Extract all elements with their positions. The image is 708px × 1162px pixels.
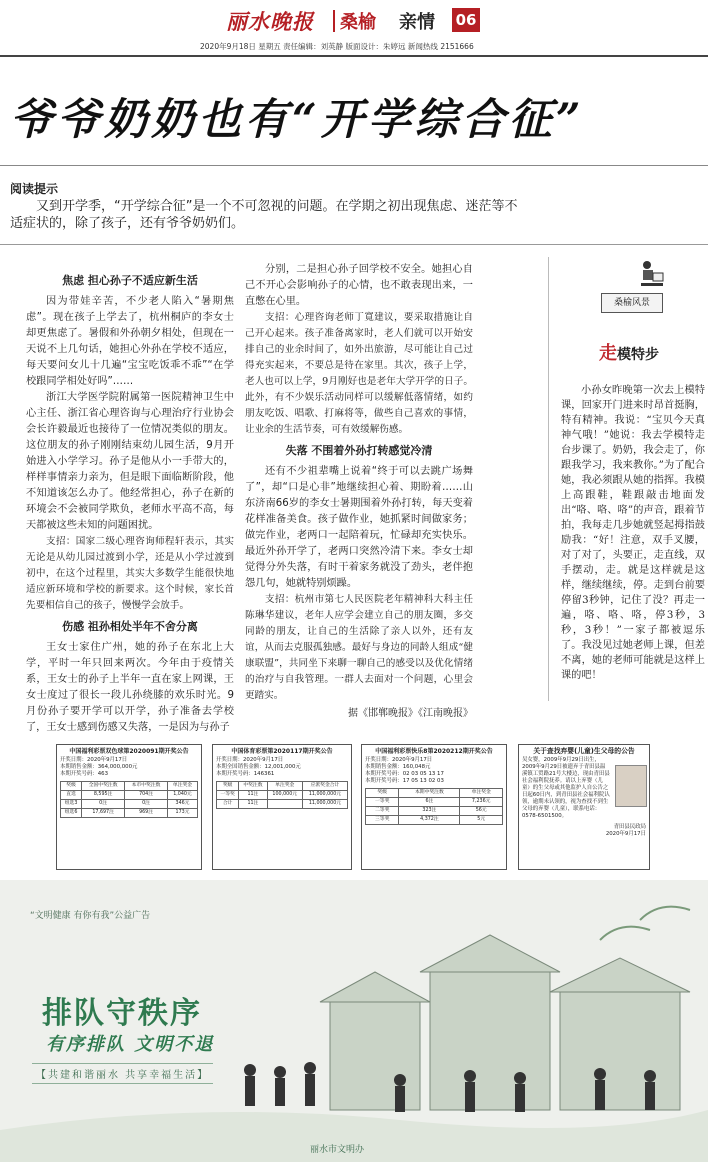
masthead-divider	[333, 10, 335, 32]
section-heading: 伤感 祖孙相处半年不舍分离	[62, 620, 198, 633]
lead-title: 阅读提示	[10, 182, 59, 196]
notice-line: 开奖日期：2020年9月17日	[216, 757, 284, 763]
notice-header-cell: 奖级	[217, 782, 239, 791]
notices-row	[56, 744, 696, 870]
notice-table	[60, 781, 198, 818]
top-rule	[0, 55, 708, 57]
notice-line: 本期开奖号码：02 03 05 13 17	[365, 771, 444, 777]
notice-header-cell: 单注奖金	[460, 789, 503, 798]
masthead	[226, 6, 478, 36]
sidebar-title	[599, 339, 659, 365]
notice-line: 本期开奖号码：146361	[216, 771, 275, 777]
advice-paragraph: 支招：心理咨询老师丁寬建议，要采取措施让自己开心起来。孩子准备离家时，老人们就可以开始安排自己的业余时间了，如外出旅游，尽可能让自己过得充实起来，不要总是待在家里。其次，孩子上学，老人也可以上学，9月刚好也是老年大学开学的日子。此外，有不少娱乐活动同样可以缓解低落情绪，如约朋友吃饭、唱歌、打麻将等，做些自己喜欢的事情，让业余的生活节奏，可有效缓解伤感。	[245, 312, 473, 435]
notice-header-cell: 奖级	[61, 782, 82, 791]
notice-cell: 6注	[399, 798, 460, 807]
notice-box	[518, 744, 650, 870]
notice-cell: 11,000,000元	[302, 800, 347, 809]
notice-box	[212, 744, 352, 870]
sidebar-title-big: 走	[599, 343, 617, 364]
notice-header-cell: 单注奖金	[168, 782, 198, 791]
body-paragraph: 分别，二是担心孙子回学校不安全。她担心自己不开心会影响孙子的心情，也不敢表现出来，一直憋在心里。	[245, 264, 473, 307]
notice-cell: 组选6	[61, 809, 82, 818]
headline-rule	[0, 165, 708, 166]
notice-row	[61, 809, 198, 818]
notice-header-cell: 本期中奖注数	[399, 789, 460, 798]
notice-row	[217, 800, 348, 809]
notice-cell: 704注	[125, 791, 168, 800]
notice-table	[216, 781, 348, 809]
notice-line: 开奖日期：2020年9月17日	[60, 757, 128, 763]
advice-paragraph: 支招：国家二级心理咨询师程轩表示，其实无论是从幼儿园过渡到小学，还是从小学过渡到初中，在这个过程里，其实大多数学生能很快地适应新环境和学校的新要求。这个时候，家长首先要相信自己的孩子，慢慢学会放手。	[26, 536, 234, 611]
issue-info-line: 2020年9月18日 星期五 责任编辑：刘英静 版面设计：朱婷远 新闻热线 2151666	[200, 42, 474, 51]
notice-header-cell: 本市中奖注数	[125, 782, 168, 791]
notice-cell: 直选	[61, 791, 82, 800]
body-paragraph: 还有不少祖辈嘴上说着“终于可以去跳广场舞了”，却“口是心非”地继续担心着、期盼着……山东济南66岁的李女士暑期围着外孙打转，每天变着花样准备美食。孩子做作业，她抓紧时间做家务；做完作业，老两口一起陪着玩，忙碌却充实快乐。最近外孙开学了，老两口突然冷清下来。李女士却觉得分外失落，有时干着家务就没了劲头，老伴抱怨几句，她就特别烦躁。	[245, 466, 473, 589]
notice-cell: 100,000元	[267, 791, 302, 800]
ad-slogan: 【共建和谐丽水 共享幸福生活】	[32, 1063, 213, 1084]
notice-cell: 三等奖	[366, 816, 399, 825]
sidebar-title-rest: 模特步	[617, 347, 659, 363]
notice-text: 吴女婴，2009年9月29日出生，2009年9月29日被遗弃于青田县温溪镇工贸路21号大楼边，现由青田县社会福利院抚养。请以上弃婴（儿童）的生父母或其他监护人自公告之日起60日内，到青田县社会福利院认领，逾期未认领的，视为查找不到生父母的弃婴（儿童），联系电话：0578-6501500。	[522, 757, 610, 819]
notice-cell: 4,372注	[399, 816, 460, 825]
notice-cell: 11注	[239, 791, 267, 800]
notice-date: 2020年9月17日	[605, 831, 646, 837]
notice-table	[365, 788, 503, 825]
notice-cell: 二等奖	[366, 807, 399, 816]
notice-cell: 323注	[399, 807, 460, 816]
notice-header-cell: 全国中奖注数	[82, 782, 125, 791]
child-photo	[615, 765, 647, 807]
notice-header-cell: 奖级	[366, 789, 399, 798]
notice-row	[217, 791, 348, 800]
page-number-badge: 06	[452, 8, 480, 32]
notice-cell	[267, 800, 302, 809]
notice-row	[366, 798, 503, 807]
notice-cell: 56元	[460, 807, 503, 816]
notice-cell: 173元	[168, 809, 198, 818]
subsection-name: 亲情	[399, 12, 435, 33]
body-paragraph: 浙江大学医学院附属第一医院精神卫生中心主任、浙江省心理咨询与心理治疗行业协会会长许毅最近也接待了一位情况类似的朋友。这位朋友的孙子刚刚结束幼儿园生活，9月开始进入小学学习。孙子是他从小一手带大的，样样事情亲力亲为，但是眼下面临断阶段，他不知道该怎么办了。他经常担心，孙子在新的环境会不会被同学欺负，老师水平高不高，每天都被这些未知的问题困扰。	[26, 392, 234, 531]
notice-cell: 17,697注	[82, 809, 125, 818]
notice-header-cell: 单注奖金	[267, 782, 302, 791]
notice-cell: 一等奖	[217, 791, 239, 800]
notice-cell: 0注	[82, 800, 125, 809]
ad-tag: “文明健康 有你有我”公益广告	[30, 911, 151, 921]
ad-subtitle: 有序排队 文明不退	[46, 1034, 215, 1055]
notice-line: 开奖日期：2020年9月17日	[365, 757, 433, 763]
sidebar-column	[548, 257, 706, 701]
notice-box	[56, 744, 202, 870]
notice-title: 关于查找弃婴(儿童)生父母的公告	[533, 747, 635, 755]
notice-header-cell: 应派奖金合计	[302, 782, 347, 791]
article-column-2	[245, 262, 473, 722]
notice-row	[61, 791, 198, 800]
notice-line: 本期销售金额：364,000,000元	[60, 764, 138, 770]
notice-row	[61, 800, 198, 809]
notice-cell: 8,595注	[82, 791, 125, 800]
notice-title: 中国福利彩票快乐8第2020212期开奖公告	[375, 748, 493, 755]
notice-title: 中国福利彩票双色球第2020091期开奖公告	[69, 748, 189, 755]
source-credit: 据《邯郸晚报》《江南晚报》	[348, 708, 473, 719]
section-heading: 失落 不围着外孙打转感觉冷清	[285, 444, 433, 457]
body-paragraph: 王女士家住广州，她的孙子在东北上大学，平时一年只回来两次。今年由于疫情关系，王女士的孙子上半年一直在家上网课，王女士度过了很长一段儿孙绕膝的欢乐时光。9月份孙子要开学可以开学，孙子准备去学校了，王女士感到伤感又失落，一是因为与孙子	[26, 642, 234, 733]
notice-title: 中国体育彩票第2020117期开奖公告	[231, 748, 333, 755]
reader-figure-icon	[639, 259, 665, 289]
notice-line: 本期开奖号码：17 05 13 02 03	[365, 778, 444, 784]
notice-cell: 11,000,000元	[302, 791, 347, 800]
notice-cell: 0注	[125, 800, 168, 809]
notice-cell: 一等奖	[366, 798, 399, 807]
notice-sign: 青田县民政局	[613, 824, 646, 830]
notice-line: 本期开奖号码：463	[60, 771, 109, 777]
notice-row	[366, 807, 503, 816]
notice-cell: 合计	[217, 800, 239, 809]
sidebar-text: 小孙女昨晚第一次去上模特课，回家开门进来时昂首挺胸，特有精神。我说：“宝贝今天真神气哦！”她说：我去学模特走台步课了。奶奶，我会走了，你跟我学习，我来教你。”为了配合她，我必须跟从她的指挥。我模上高跟鞋，鞋跟敲击地面发出“咯、咯、咯”的声音，跟着节拍，我每走几步她就竖起拇指鼓励我：“好！注意，双手叉腰，对了对了，头要正，走直线，双手摆动，走。就是这样就是这样，继续继续，停。走到台前要停留3秒钟，记住了没？再走一遍，咯、咯、咯，停3秒，3秒，3秒！”一家子都被逗乐了。我没见过她老师上课，但差不离，她的老师可能就是这样上课的吧！	[561, 385, 705, 681]
notice-cell: 346元	[168, 800, 198, 809]
headline: 爷爷奶奶也有“开学综合征”	[10, 95, 585, 145]
section-heading: 焦虑 担心孙子不适应新生活	[62, 274, 198, 287]
section-name: 桑榆	[340, 12, 376, 33]
ad-footer: 丽水市文明办	[310, 1145, 365, 1155]
notice-cell: 1,040元	[168, 791, 198, 800]
notice-line: 本期销售金额：160,048元	[365, 764, 431, 770]
notice-line: 本期全国销售金额：12,001,000元	[216, 764, 301, 770]
paper-name: 丽水晚报	[226, 9, 314, 34]
notice-cell: 7,236元	[460, 798, 503, 807]
notice-cell: 969注	[125, 809, 168, 818]
ad-title: 排队守秩序	[42, 996, 202, 1031]
notice-cell: 5元	[460, 816, 503, 825]
public-service-ad	[0, 880, 708, 1162]
lead-rule	[0, 244, 708, 245]
article-column-1	[26, 268, 234, 736]
lead-text: 又到开学季，“开学综合征”是一个不可忽视的问题。在学期之初出现焦虑、迷茫等不适症状的，除了孩子，还有爷爷奶奶们。	[10, 199, 518, 231]
column-badge: 桑榆风景	[601, 293, 663, 313]
body-paragraph: 因为带娃辛苦，不少老人陷入“暑期焦虑”。现在孩子上学去了，杭州桐庐的李女士却更焦虑了。暑假和外孙朝夕相处，但现在一天说不上几句话，她担心外孙在学校不适应，每天要问女儿十几遍“宝宝吃饭乖不乖”“在学校跟同学相处好吗”……	[26, 296, 234, 387]
advice-paragraph: 支招：杭州市第七人民医院老年精神科大科主任陈琳华建议，老年人应学会建立自己的朋友圈，多交同龄的朋友，让自己的生活除了亲人以外，还有友谊，从而去克服孤独感。最好与身边的同龄人组成“健康联盟”，共同坐下来聊一聊自己的感受以及优化情绪的治疗与自我管理。一群人去面对一个问题，心里会更踏实。	[245, 594, 473, 701]
notice-row	[366, 816, 503, 825]
notice-box	[361, 744, 507, 870]
notice-cell: 11注	[239, 800, 267, 809]
notice-cell: 组选3	[61, 800, 82, 809]
notice-header-cell: 中奖注数	[239, 782, 267, 791]
